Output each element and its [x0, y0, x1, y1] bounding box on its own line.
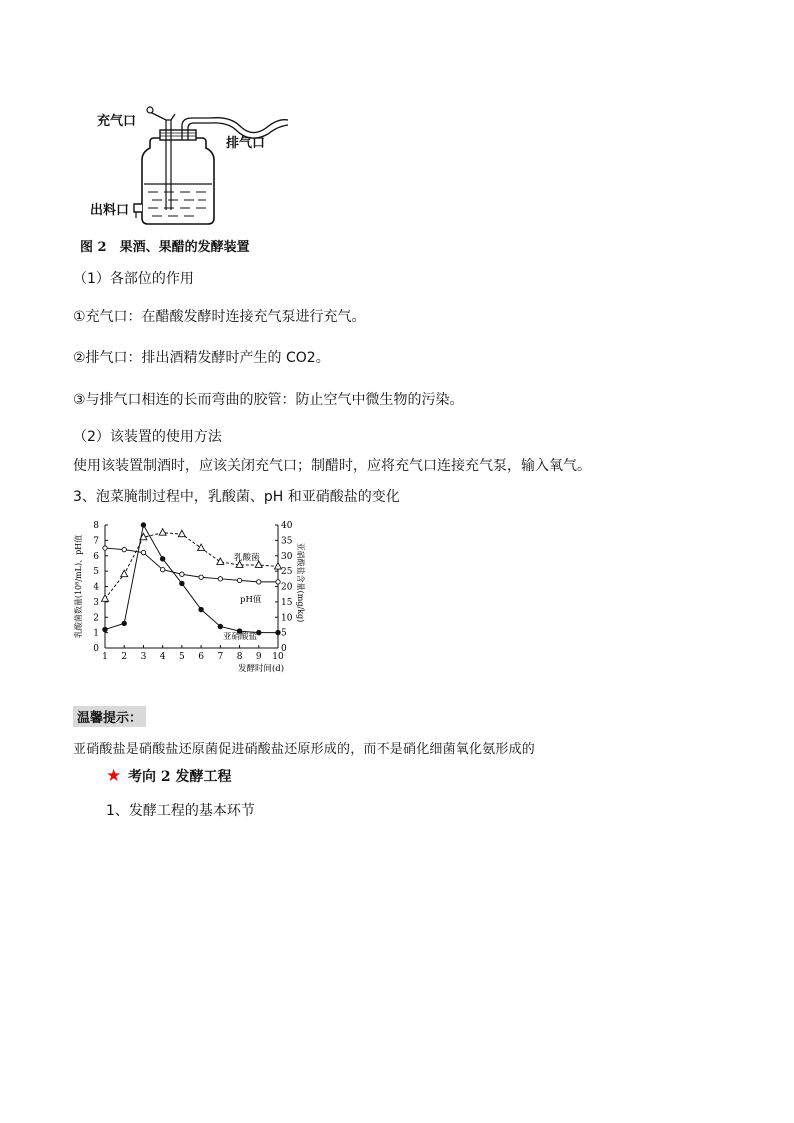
data-point	[198, 544, 205, 551]
data-point	[178, 530, 185, 537]
pickle-fermentation-chart	[68, 515, 318, 697]
section-heading-1: （1）各部位的作用	[73, 271, 194, 287]
data-point	[180, 581, 184, 585]
star-icon: ★	[106, 766, 122, 786]
y-left-axis-label: 乳酸菌数量(10⁸/mL)、pH值	[74, 534, 83, 639]
data-point	[103, 627, 107, 631]
data-point	[218, 624, 222, 628]
usage-paragraph: 使用该装置制酒时，应该关闭充气口；制醋时，应将充气口连接充气泵，输入氧气。	[73, 458, 591, 474]
data-point	[199, 575, 203, 579]
x-tick-label: 7	[217, 652, 224, 662]
series-label: 乳酸菌	[234, 553, 260, 563]
y-right-tick-label: 25	[281, 567, 293, 578]
y-left-tick-label: 5	[93, 567, 99, 578]
x-tick-label: 2	[121, 652, 128, 662]
series-label: pH值	[240, 595, 262, 605]
data-point	[237, 578, 241, 582]
data-point	[103, 546, 107, 550]
y-left-tick-label: 6	[93, 551, 99, 562]
data-point	[276, 580, 280, 584]
y-right-axis-label: 亚硝酸盐含量(mg/kg)	[296, 542, 305, 623]
discharge-label: 出料口	[90, 203, 130, 218]
data-point	[122, 547, 126, 551]
x-tick-label: 10	[272, 652, 284, 662]
data-point	[257, 580, 261, 584]
x-tick-label: 3	[140, 652, 147, 662]
x-tick-label: 8	[236, 652, 243, 662]
x-tick-label: 4	[159, 652, 166, 662]
y-left-tick-label: 3	[93, 597, 99, 608]
data-point	[218, 577, 222, 581]
x-tick-label: 5	[179, 652, 185, 662]
data-point	[141, 550, 145, 554]
y-left-tick-label: 7	[93, 536, 99, 547]
section-heading-3: 3、泡菜腌制过程中，乳酸菌、pH 和亚硝酸盐的变化	[73, 489, 400, 505]
y-right-tick-label: 35	[281, 536, 293, 547]
series-line-2	[105, 525, 278, 633]
y-left-tick-label: 1	[93, 628, 99, 639]
data-point	[160, 557, 164, 561]
section-heading-2: （2）该装置的使用方法	[73, 429, 222, 445]
data-point	[276, 630, 280, 634]
data-point	[122, 621, 126, 625]
data-point	[141, 523, 145, 527]
y-right-tick-label: 40	[281, 521, 293, 531]
y-left-tick-label: 8	[93, 521, 99, 531]
y-left-tick-label: 0	[93, 644, 99, 654]
data-point	[102, 595, 109, 602]
series-label: 亚硝酸盐	[223, 632, 258, 642]
data-point	[160, 567, 164, 571]
data-point	[121, 570, 128, 577]
list-item: ①充气口：在醋酸发酵时连接充气泵进行充气。	[73, 309, 366, 325]
figure-caption: 图 2 果酒、果醋的发酵装置	[80, 240, 250, 255]
y-left-tick-label: 2	[93, 613, 99, 624]
y-right-tick-label: 5	[281, 628, 287, 639]
y-right-tick-label: 10	[281, 613, 293, 624]
data-point	[257, 630, 261, 634]
data-point	[180, 572, 184, 576]
data-point	[199, 607, 203, 611]
inlet-label: 充气口	[97, 114, 137, 129]
section-heading-4: 1、发酵工程的基本环节	[106, 803, 255, 819]
data-point	[275, 563, 282, 570]
data-point	[159, 529, 166, 536]
list-item: ③与排气口相连的长而弯曲的胶管：防止空气中微生物的污染。	[73, 392, 464, 408]
y-right-tick-label: 15	[281, 597, 293, 608]
tip-text: 亚硝酸盐是硝酸盐还原菌促进硝酸盐还原形成的，而不是硝化细菌氧化氨形成的	[73, 742, 536, 757]
y-right-tick-label: 0	[281, 644, 287, 654]
outlet-label: 排气口	[226, 136, 266, 151]
kaoxiang-title: 考向 2 发酵工程	[128, 769, 232, 785]
tip-title: 温馨提示：	[73, 706, 146, 727]
data-point	[217, 558, 224, 565]
x-tick-label: 1	[102, 652, 108, 662]
x-tick-label: 6	[198, 652, 204, 662]
y-left-tick-label: 4	[93, 582, 99, 593]
y-right-tick-label: 30	[281, 551, 293, 562]
x-tick-label: 9	[255, 652, 262, 662]
list-item: ②排气口：排出酒精发酵时产生的 CO2。	[73, 350, 330, 366]
x-axis-label: 发酵时间(d)	[237, 664, 285, 674]
y-right-tick-label: 20	[281, 582, 293, 593]
chart-svg	[68, 515, 318, 697]
